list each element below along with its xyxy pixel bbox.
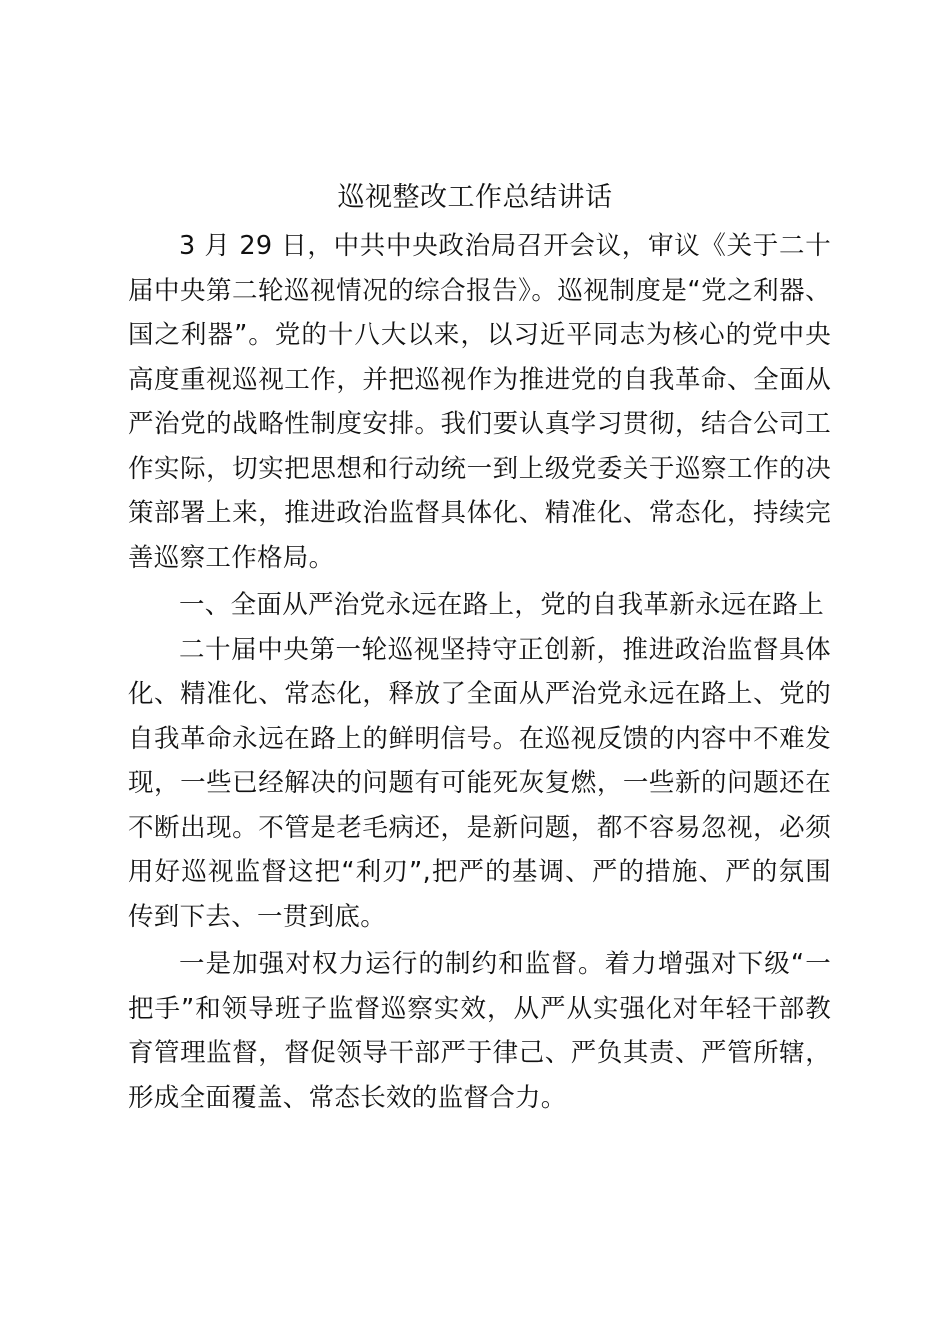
document-body <box>128 224 831 1120</box>
section-heading-1: 一、全面从严治党永远在路上，党的自我革新永远在路上 <box>179 590 825 620</box>
document-title: 巡视整改工作总结讲话 <box>337 182 613 213</box>
paragraph-point-1: 一是加强对权力运行的制约和监督。着力增强对下级“一把手”和领导班子监督巡察实效，从严从实强化对年轻干部教育管理监督，督促领导干部严于律己、严负其责、严管所辖，形成全面覆盖、常态长效的监督合力。 <box>128 949 831 1113</box>
paragraph-intro: 3 月 29 日，中共中央政治局召开会议，审议《关于二十届中央第二轮巡视情况的综合报告》。巡视制度是“党之利器、国之利器”。党的十八大以来，以习近平同志为核心的党中央高度重视巡视工作，并把巡视作为推进党的自我革命、全面从严治党的战略性制度安排。我们要认真学习贯彻，结合公司工作实际，切实把思想和行动统一到上级党委关于巡察工作的决策部署上来，推进政治监督具体化、精准化、常态化，持续完善巡察工作格局。 <box>128 231 831 573</box>
paragraph-section-1: 二十届中央第一轮巡视坚持守正创新，推进政治监督具体化、精准化、常态化，释放了全面从严治党永远在路上、党的自我革命永远在路上的鲜明信号。在巡视反馈的内容中不难发现，一些已经解决的问题有可能死灰复燃，一些新的问题还在不断出现。不管是老毛病还，是新问题，都不容易忽视，必须用好巡视监督这把“利刃”,把严的基调、严的措施、严的氛围传到下去、一贯到底。 <box>128 634 831 932</box>
